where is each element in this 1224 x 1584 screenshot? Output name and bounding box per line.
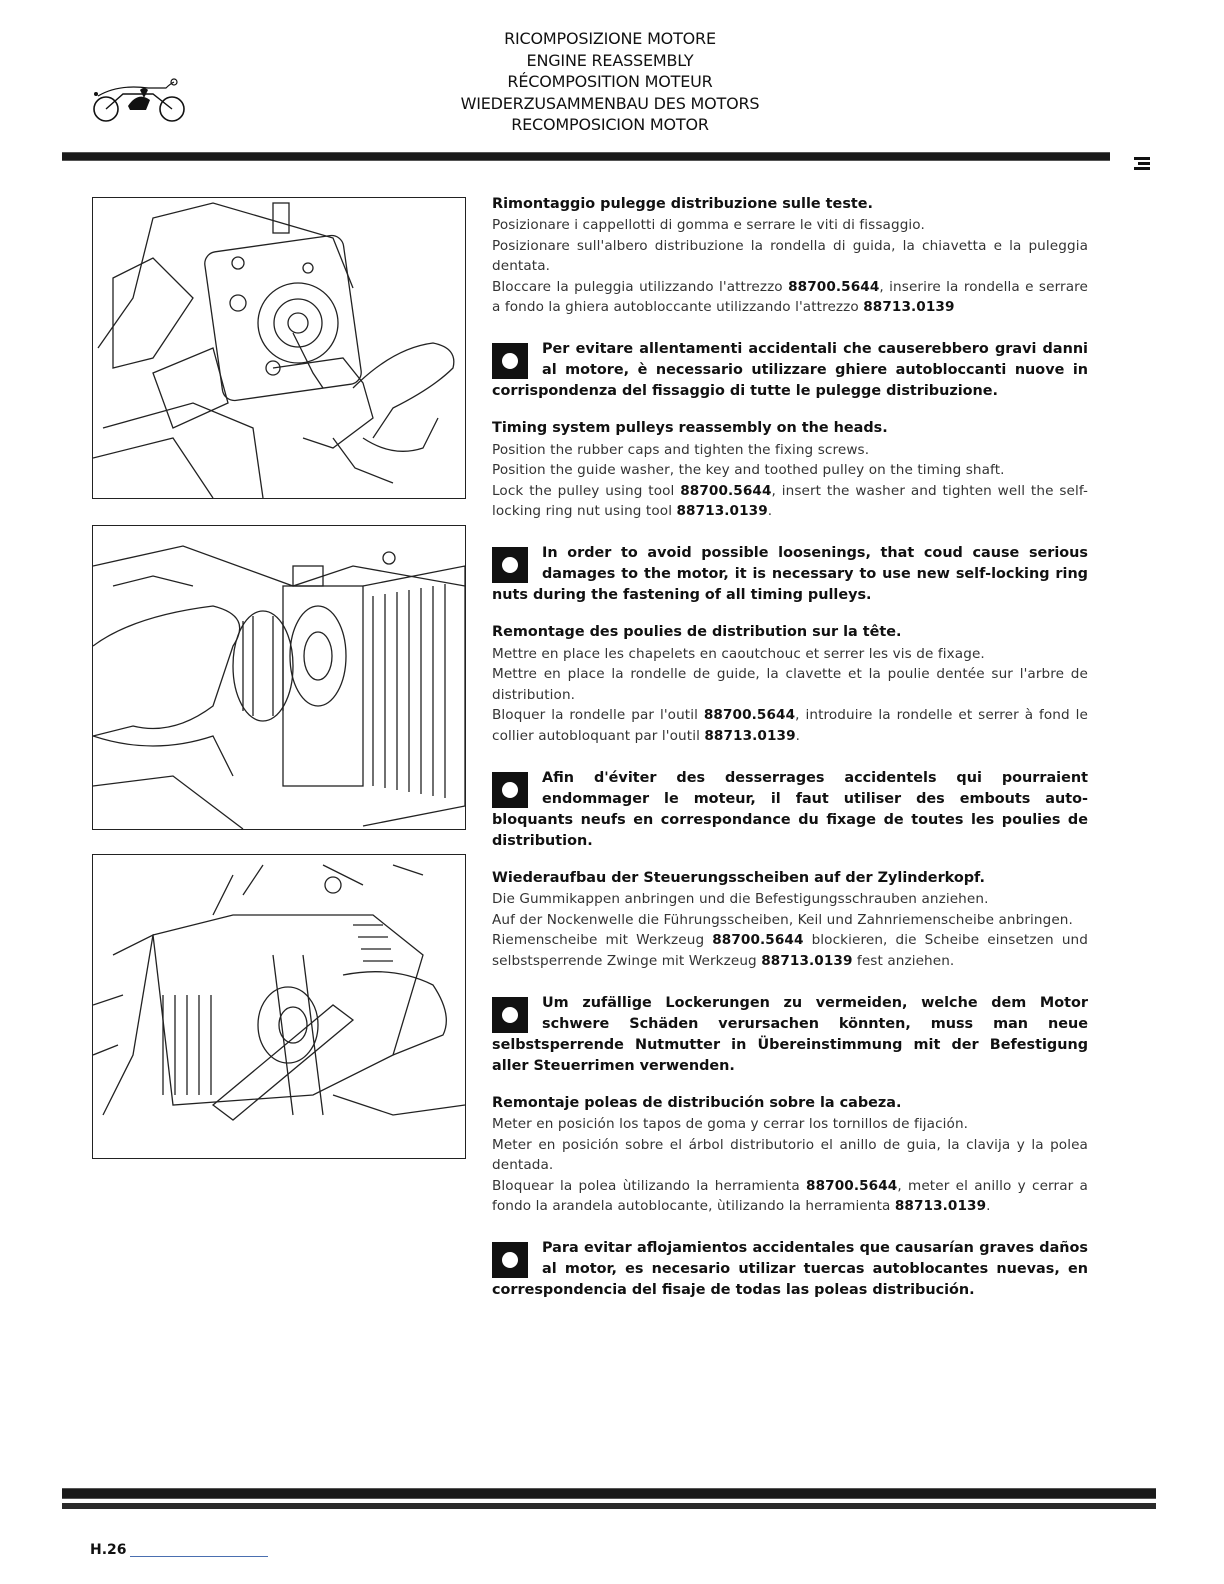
body-line: Bloquear la polea ùtilizando la herramienta 88700.5644, meter el anillo y cerrar a fondo la arandela autoblocante, ùtilizando la herramienta 88713.0139. xyxy=(492,1177,1088,1214)
body-line: Mettre en place la rondelle de guide, la clavette et la poulie dentée sur l'arbre de distribution. xyxy=(492,666,1088,703)
header-title-es: RECOMPOSICION MOTOR xyxy=(511,115,709,134)
motorcycle-logo-icon xyxy=(88,76,188,126)
page-header-titles xyxy=(360,28,860,136)
footer-divider-secondary xyxy=(62,1503,1156,1509)
body-line: Posizionare sull'albero distribuzione la rondella di guida, la chiavetta e la puleggia dentata. xyxy=(492,237,1088,275)
warning-text-es: Para evitar aflojamientos accidentales que causarían graves daños al motor, es necesario utilizar tuercas autoblocantes nuevas, en correspondencia del fisaje de todas las poleas distribución. xyxy=(492,1240,1088,1299)
body-line: Auf der Nockenwelle die Führungsscheiben, Keil und Zahnriemenscheibe anbringen. xyxy=(492,911,1073,928)
body-line: Posizionare i cappellotti di gomma e serrare le viti di fissaggio. xyxy=(492,217,925,234)
warning-icon xyxy=(492,772,528,808)
header-title-fr: RÉCOMPOSITION MOTEUR xyxy=(507,72,713,91)
section-body-it xyxy=(492,215,1088,317)
page-number: H.26 xyxy=(90,1542,127,1558)
warning-es xyxy=(492,1238,1088,1301)
warning-icon xyxy=(492,1242,528,1278)
illustration-pulley-lock-tool xyxy=(92,854,466,1159)
page-number-underline xyxy=(130,1556,268,1557)
warning-en xyxy=(492,543,1088,606)
body-line: Position the rubber caps and tighten the fixing screws. xyxy=(492,441,870,458)
body-line: Lock the pulley using tool 88700.5644, insert the washer and tighten well the self-locking ring nut using tool 88713.0139. xyxy=(492,482,1089,520)
section-title-en: Timing system pulleys reassembly on the heads. xyxy=(492,420,888,437)
instructions-column xyxy=(492,194,1088,1317)
illustration-guide-washer xyxy=(92,525,466,830)
warning-it xyxy=(492,339,1088,402)
section-body-de xyxy=(492,889,1088,971)
body-line: Meter en posición los tapos de goma y cerrar los tornillos de fijación. xyxy=(492,1116,969,1133)
warning-text-fr: Afin d'éviter des desserrages accidentels qui pourraient endommager le moteur, il faut utiliser des embouts auto-bloquants neufs en correspondance du fixage de toutes les poulies de distribution. xyxy=(492,769,1088,849)
section-french xyxy=(492,622,1088,851)
header-title-de: WIEDERZUSAMMENBAU DES MOTORS xyxy=(460,93,760,113)
section-title-es: Remontaje poleas de distribución sobre la cabeza. xyxy=(492,1094,902,1111)
body-line: Meter en posición sobre el árbol distributorio el anillo de guia, la clavija y la polea dentada. xyxy=(492,1136,1088,1174)
section-spanish xyxy=(492,1093,1088,1301)
footer-divider xyxy=(62,1488,1156,1499)
warning-fr xyxy=(492,768,1088,852)
warning-icon xyxy=(492,997,528,1033)
section-title-fr: Remontage des poulies de distribution sur la tête. xyxy=(492,624,902,641)
warning-icon xyxy=(492,547,528,583)
section-body-fr xyxy=(492,644,1088,746)
section-english xyxy=(492,418,1088,606)
header-divider xyxy=(62,152,1110,161)
side-tab-mark xyxy=(1134,156,1150,170)
body-line: Bloquer la rondelle par l'outil 88700.5644, introduire la rondelle et serrer à fond le collier autobloquant par l'outil 88713.0139. xyxy=(492,707,1088,744)
section-body-en xyxy=(492,440,1088,522)
warning-text-de: Um zufällige Lockerungen zu vermeiden, welche dem Motor schwere Schäden verursachen könnten, muss man neue selbstsperrende Nutmutter in Übereinstimmung mit der Befestigung aller Steuerrimen verwenden. xyxy=(492,994,1088,1074)
warning-icon xyxy=(492,343,528,379)
header-title-it: RICOMPOSIZIONE MOTORE xyxy=(504,29,716,48)
section-title-it: Rimontaggio pulegge distribuzione sulle teste. xyxy=(492,196,873,212)
body-line: Position the guide washer, the key and toothed pulley on the timing shaft. xyxy=(492,462,1005,479)
section-body-es xyxy=(492,1114,1088,1216)
section-german xyxy=(492,868,1088,1077)
body-line: Bloccare la puleggia utilizzando l'attrezzo 88700.5644, inserire la rondella e serrare a fondo la ghiera autobloccante utilizzando l'attrezzo 88713.0139 xyxy=(492,278,1088,316)
illustration-rubber-caps xyxy=(92,197,466,499)
warning-text-it: Per evitare allentamenti accidentali che causerebbero gravi danni al motore, è necessario utilizzare ghiere autobloccanti nuove in corrispondenza del fissaggio di tutte le pulegge distribuzione. xyxy=(492,341,1088,400)
header-title-en: ENGINE REASSEMBLY xyxy=(526,50,694,70)
body-line: Mettre en place les chapelets en caoutchouc et serrer les vis de fixage. xyxy=(492,645,985,662)
section-italian xyxy=(492,194,1088,402)
body-line: Riemenscheibe mit Werkzeug 88700.5644 blockieren, die Scheibe einsetzen und selbstsperrende Zwinge mit Werkzeug 88713.0139 fest anziehen. xyxy=(492,932,1088,969)
section-title-de: Wiederaufbau der Steuerungsscheiben auf der Zylinderkopf. xyxy=(492,869,985,886)
warning-text-en: In order to avoid possible loosenings, that coud cause serious damages to the motor, it is necessary to use new self-locking ring nuts during the fastening of all timing pulleys. xyxy=(492,545,1088,604)
warning-de xyxy=(492,993,1088,1077)
body-line: Die Gummikappen anbringen und die Befestigungsschrauben anziehen. xyxy=(492,891,989,908)
